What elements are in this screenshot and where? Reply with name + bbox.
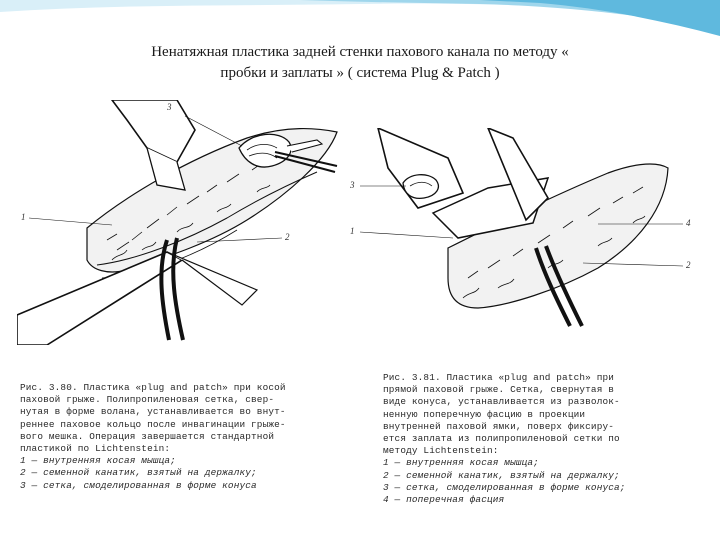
caption-line: реннее паховое кольцо после инвагинации грыже- — [20, 418, 286, 430]
caption-line: прямой паховой грыже. Сетка, свернутая в — [383, 384, 615, 396]
caption-line: паховой грыже. Полипропиленовая сетка, свер- — [20, 394, 275, 406]
figure-right-illustration — [348, 128, 703, 328]
figure-right-label-4: 4 — [686, 218, 691, 228]
caption-heading: Рис. 3.80. Пластика «plug and patch» при косой — [20, 382, 286, 393]
title-line-1: Ненатяжная пластика задней стенки пахового канала по методу « — [151, 44, 569, 60]
caption-line: ется заплата из полипропиленовой сетки по — [383, 433, 620, 445]
figure-right-label-1: 1 — [350, 226, 355, 236]
figure-right-label-2: 2 — [686, 260, 691, 270]
caption-legend-item: 1 — внутренняя косая мышца; — [383, 457, 539, 469]
caption-line: вого мешка. Операция завершается стандартной — [20, 430, 275, 442]
caption-line: внутренней паховой ямки, поверх фиксиру- — [383, 420, 615, 432]
caption-line: нутая в форме волана, устанавливается во внут- — [20, 406, 286, 418]
caption-legend-item: 4 — поперечная фасция — [383, 494, 505, 506]
figure-right-caption — [383, 372, 668, 506]
caption-legend-item: 2 — семенной канатик, взятый на держалку; — [20, 467, 257, 479]
figure-left-label-1: 1 — [21, 212, 26, 222]
title-line-2: пробки и заплаты » ( система Plug & Patch ) — [220, 65, 500, 81]
caption-line: виде конуса, устанавливается из разволок- — [383, 396, 620, 408]
caption-legend-item: 2 — семенной канатик, взятый на держалку; — [383, 469, 620, 481]
caption-legend-item: 1 — внутренняя косая мышца; — [20, 455, 176, 467]
caption-line: пластикой по Lichtenstein: — [20, 443, 171, 455]
surgical-drawing-left — [17, 100, 347, 345]
figure-left-label-2: 2 — [285, 232, 290, 242]
surgical-drawing-right — [348, 128, 703, 328]
figure-left-illustration — [17, 100, 347, 345]
slide-title — [60, 42, 660, 84]
caption-legend-item: 3 — сетка, смоделированная в форме конуса; — [383, 481, 626, 493]
caption-line: ненную поперечную фасцию в проекции — [383, 408, 586, 420]
figure-left-caption — [20, 382, 350, 492]
caption-heading: Рис. 3.81. Пластика «plug and patch» при — [383, 372, 615, 383]
caption-line: методу Lichtenstein: — [383, 445, 499, 457]
caption-legend-item: 3 — сетка, смоделированная в форме конуса — [20, 479, 257, 491]
figure-right-label-3: 3 — [350, 180, 355, 190]
header-wave-decoration — [0, 0, 720, 40]
figure-left-label-3: 3 — [167, 102, 172, 112]
